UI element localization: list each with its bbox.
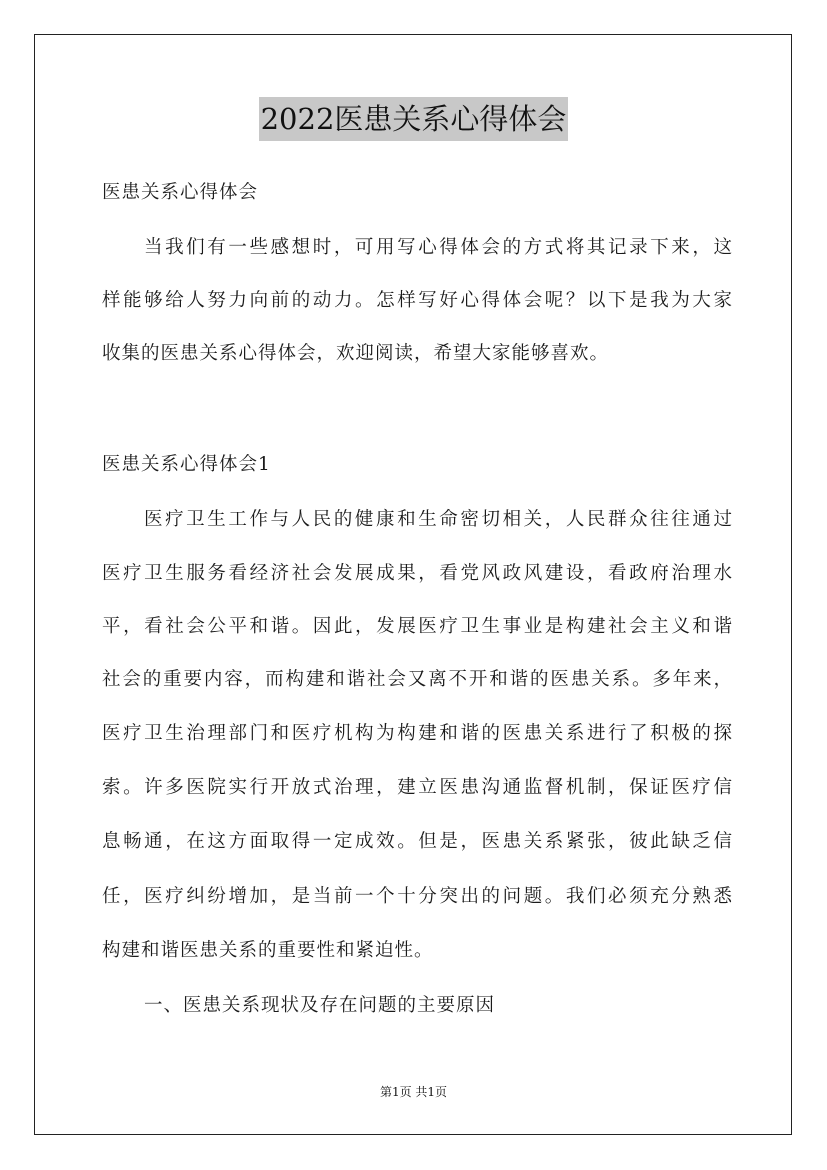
body-line-1: 医疗卫生工作与人民的健康和生命密切相关，人民群众往往通过 (144, 509, 732, 530)
intro-line-2: 样能够给人努力向前的动力。怎样写好心得体会呢？以下是我为大家 (102, 290, 732, 311)
section-heading: 医患关系心得体会1 (102, 454, 271, 475)
subtitle: 医患关系心得体会 (102, 182, 259, 203)
page-footer: 第1页 共1页 (379, 1085, 448, 1099)
body-line-7: 息畅通，在这方面取得一定成效。但是，医患关系紧张，彼此缺乏信 (102, 831, 732, 852)
body-line-5: 医疗卫生治理部门和医疗机构为构建和谐的医患关系进行了积极的探 (102, 723, 732, 744)
body-line-3: 平，看社会公平和谐。因此，发展医疗卫生事业是构建社会主义和谐 (102, 616, 732, 637)
document-title: 2022医患关系心得体会 (259, 97, 569, 141)
body-line-2: 医疗卫生服务看经济社会发展成果，看党风政风建设，看政府治理水 (102, 563, 732, 584)
intro-line-3: 收集的医患关系心得体会，欢迎阅读，希望大家能够喜欢。 (102, 343, 610, 364)
body-line-6: 索。许多医院实行开放式治理，建立医患沟通监督机制，保证医疗信 (102, 777, 732, 798)
body-line-9: 构建和谐医患关系的重要性和紧迫性。 (102, 940, 434, 961)
body-line-4: 社会的重要内容，而构建和谐社会又离不开和谐的医患关系。多年来， (102, 669, 732, 690)
intro-line-1: 当我们有一些感想时，可用写心得体会的方式将其记录下来，这 (144, 237, 732, 258)
body-line-8: 任，医疗纠纷增加，是当前一个十分突出的问题。我们必须充分熟悉 (102, 886, 732, 907)
title-container (0, 97, 827, 141)
subheading: 一、医患关系现状及存在问题的主要原因 (144, 995, 496, 1016)
